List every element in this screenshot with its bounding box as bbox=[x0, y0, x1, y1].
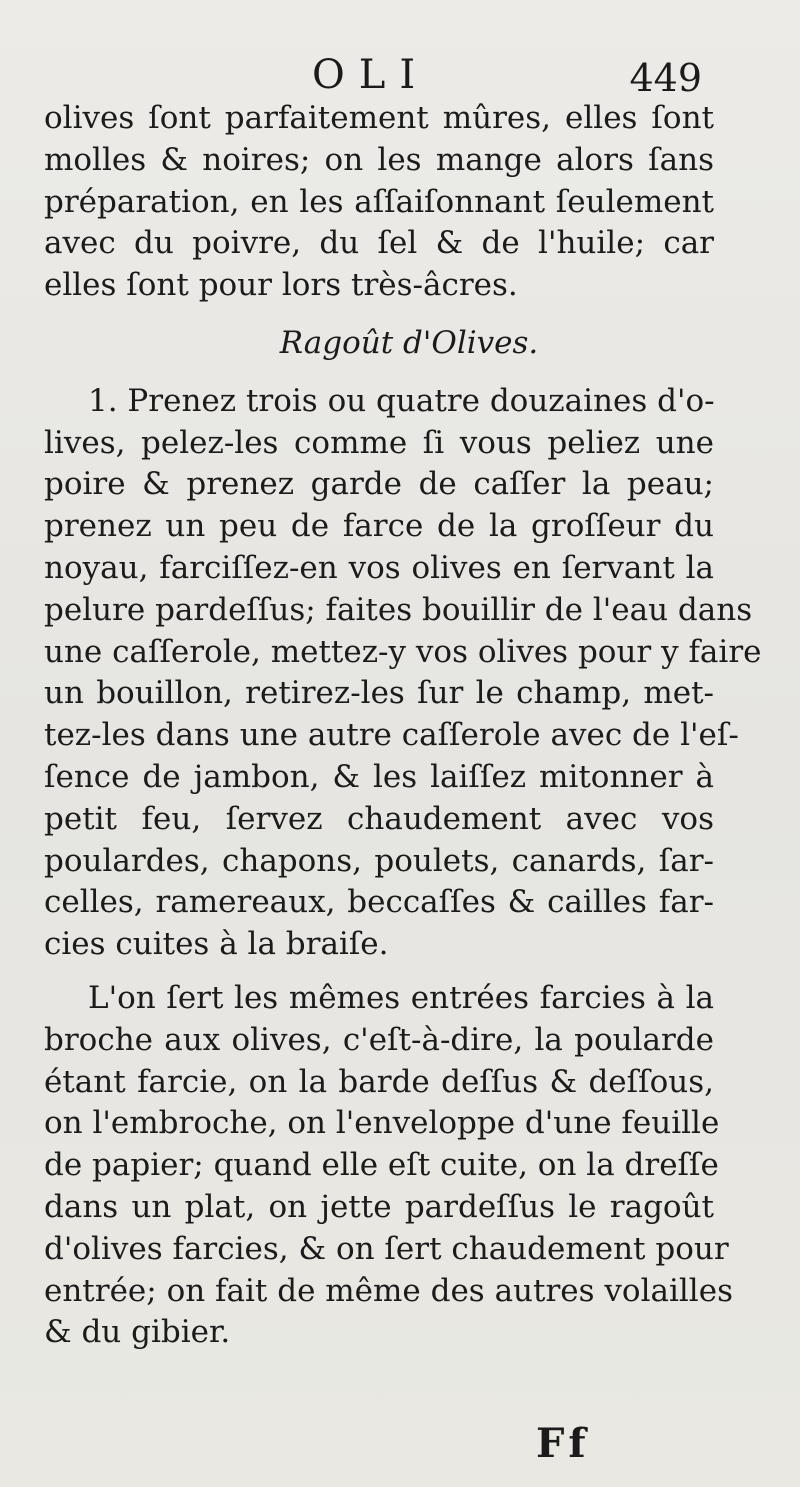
text-line: elles ſont pour lors très-âcres. bbox=[44, 267, 518, 304]
text-line: prenez un peu de farce de la groſſeur du bbox=[44, 508, 714, 545]
page-body bbox=[44, 98, 762, 1354]
text-line: on l'embroche, on l'enveloppe d'une feuille bbox=[44, 1105, 720, 1142]
text-line: broche aux olives, c'eſt-à-dire, la poularde bbox=[44, 1021, 714, 1058]
text-line: molles & noires; on les mange alors ſans bbox=[44, 141, 714, 178]
text-line: petit feu, ſervez chaudement avec vos bbox=[44, 800, 714, 837]
text-line: olives ſont parfaitement mûres, elles ſont bbox=[44, 100, 714, 136]
text-line: cies cuites à la braiſe. bbox=[44, 926, 389, 963]
text-line: une caſſerole, mettez-y vos olives pour y faire bbox=[44, 633, 762, 670]
text-line: étant farcie, on la barde deſſus & deſſous, bbox=[44, 1063, 714, 1100]
running-title: OLI bbox=[312, 52, 430, 98]
text-line: d'olives farcies, & on ſert chaudement pour bbox=[44, 1230, 729, 1267]
recipe-paragraph bbox=[44, 381, 762, 966]
paragraph-gap bbox=[44, 966, 714, 978]
text-line: tez-les dans une autre caſſerole avec de l'eſ- bbox=[44, 717, 739, 754]
text-line: 1. Prenez trois ou quatre douzaines d'o- bbox=[88, 382, 715, 419]
text-line: pelure pardeſſus; faites bouillir de l'eau dans bbox=[44, 591, 753, 628]
text-line: un bouillon, retirez-les ſur le champ, met- bbox=[44, 675, 714, 712]
section-subtitle: Ragoût d'Olives. bbox=[279, 324, 539, 361]
text-line: lives, pelez-les comme ſi vous peliez une bbox=[44, 424, 714, 461]
text-line: L'on ſert les mêmes entrées farcies à la bbox=[88, 979, 714, 1016]
text-line: ſence de jambon, & les laiſſez mitonner à bbox=[44, 758, 714, 795]
text-line: entrée; on fait de même des autres volailles bbox=[44, 1272, 733, 1309]
text-line: celles, ramereaux, beccaſſes & cailles far- bbox=[44, 884, 714, 921]
text-line: noyau, farciſſez-en vos olives en ſervant la bbox=[44, 549, 714, 586]
broche-paragraph bbox=[44, 978, 733, 1354]
text-line: préparation, en les aſſaiſonnant ſeulement bbox=[44, 183, 714, 220]
text-line: de papier; quand elle eſt cuite, on la dreſſe bbox=[44, 1147, 719, 1184]
text-line: poulardes, chapons, poulets, canards, ſar- bbox=[44, 842, 714, 879]
running-header bbox=[0, 42, 800, 102]
text-line: & du gibier. bbox=[44, 1314, 231, 1351]
text-line: poire & prenez garde de caſſer la peau; bbox=[44, 466, 714, 503]
signature-mark: Ff bbox=[536, 1420, 590, 1467]
intro-paragraph bbox=[44, 98, 714, 307]
text-line: dans un plat, on jette pardeſſus le ragoût bbox=[44, 1188, 714, 1225]
page-number: 449 bbox=[629, 56, 702, 100]
text-line: avec du poivre, du ſel & de l'huile; car bbox=[44, 225, 714, 262]
